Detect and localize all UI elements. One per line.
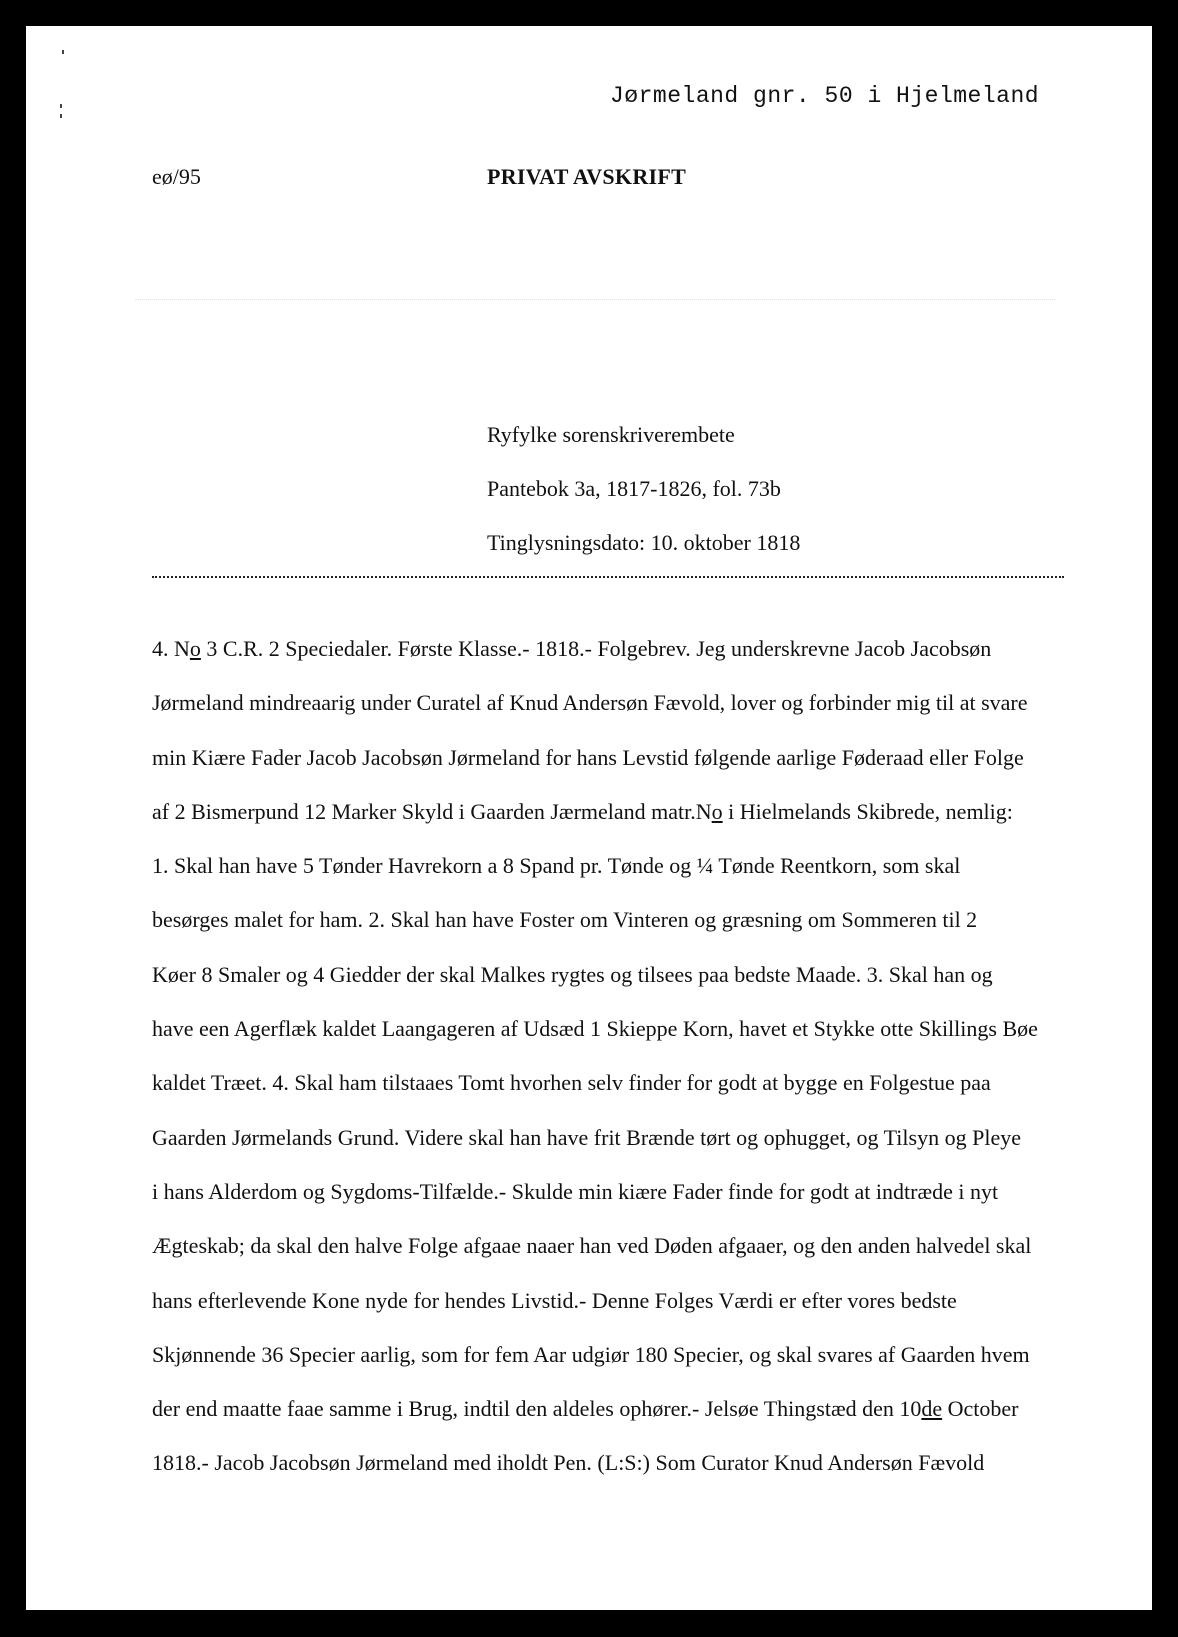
text-line: [152, 622, 1038, 676]
number-abbrev: [174, 622, 201, 676]
text-segment: der end maatte faae samme i Brug, indtil den aldeles ophører.- Jelsøe Thingstæd den 10: [152, 1396, 922, 1422]
faint-rule: [135, 299, 1055, 300]
dotted-separator: [152, 576, 1064, 578]
text-segment: o: [711, 798, 723, 824]
text-line: besørges malet for ham. 2. Skal han have Foster om Vinteren og græsning om Sommeren til 2: [152, 907, 978, 933]
text-line: i hans Alderdom og Sygdoms-Tilfælde.- Skulde min kiære Fader finde for godt at indtræde i nyt: [152, 1178, 999, 1204]
text-segment: i Hielmelands Skibrede, nemlig:: [722, 798, 1013, 824]
transcription-body: [152, 622, 1038, 1491]
text-line: Ægteskab; da skal den halve Folge afgaae naaer han ved Døden afgaaer, og den anden halvedel skal: [152, 1233, 1032, 1259]
document-reference: eø/95: [152, 164, 201, 189]
text-segment: 4.: [152, 636, 174, 661]
scan-speck: [62, 50, 64, 54]
text-line: hans efterlevende Kone nyde for hendes Livstid.- Denne Folges Værdi er efter vores bedste: [152, 1287, 957, 1313]
text-line: have een Agerflæk kaldet Laangageren af Udsæd 1 Skieppe Korn, havet et Stykke otte Skillings Bøe: [152, 1016, 1038, 1042]
text-line: Jørmeland mindreaarig under Curatel af Knud Andersøn Fævold, lover og forbinder mig til at svare: [152, 690, 1028, 716]
text-line: kaldet Træet. 4. Skal ham tilstaaes Tomt hvorhen selv finder for godt at bygge en Folgestue paa: [152, 1070, 991, 1096]
typed-property-line: Jørmeland gnr. 50 i Hjelmeland: [610, 83, 1040, 109]
text-line: Køer 8 Smaler og 4 Giedder der skal Malkes rygtes og tilsees paa bedste Maade. 3. Skal han og: [152, 961, 993, 987]
text-line: Gaarden Jørmelands Grund. Videre skal han have frit Brænde tørt og ophugget, og Tilsyn og Pleye: [152, 1124, 1021, 1150]
text-segment: af 2 Bismerpund 12 Marker Skyld i Gaarden Jærmeland matr.: [152, 798, 696, 824]
text-line: [152, 785, 1038, 839]
source-archive: Ryfylke sorenskriverembete: [487, 422, 735, 447]
text-segment: N: [174, 636, 190, 661]
text-line: Skjønnende 36 Specier aarlig, som for fem Aar udgiør 180 Specier, og skal svares af Gaarden hvem: [152, 1341, 1030, 1367]
text-segment: N: [695, 798, 712, 824]
scan-speck: [60, 114, 62, 118]
text-segment: 3 C.R. 2 Speciedaler. Første Klasse.- 1818.- Folgebrev. Jeg underskrevne Jacob Jacobsøn: [200, 636, 992, 661]
source-block: [487, 408, 800, 570]
number-abbrev: [696, 785, 723, 839]
scan-speck: [60, 104, 62, 108]
text-segment: o: [189, 636, 201, 661]
source-date: Tinglysningsdato: 10. oktober 1818: [487, 530, 801, 555]
text-line: [152, 1382, 1038, 1436]
text-line: min Kiære Fader Jacob Jacobsøn Jørmeland for hans Levstid følgende aarlige Føderaad eller Folge: [152, 744, 1024, 770]
text-line: 1. Skal han have 5 Tønder Havrekorn a 8 Spand pr. Tønde og ¼ Tønde Reentkorn, som skal: [152, 853, 961, 879]
text-line: 1818.- Jacob Jacobsøn Jørmeland med iholdt Pen. (L:S:) Som Curator Knud Andersøn Fævold: [152, 1450, 985, 1476]
page-title: PRIVAT AVSKRIFT: [487, 164, 687, 189]
source-book: Pantebok 3a, 1817-1826, fol. 73b: [487, 476, 781, 501]
text-segment: October: [942, 1396, 1019, 1422]
text-segment: de: [921, 1396, 943, 1422]
